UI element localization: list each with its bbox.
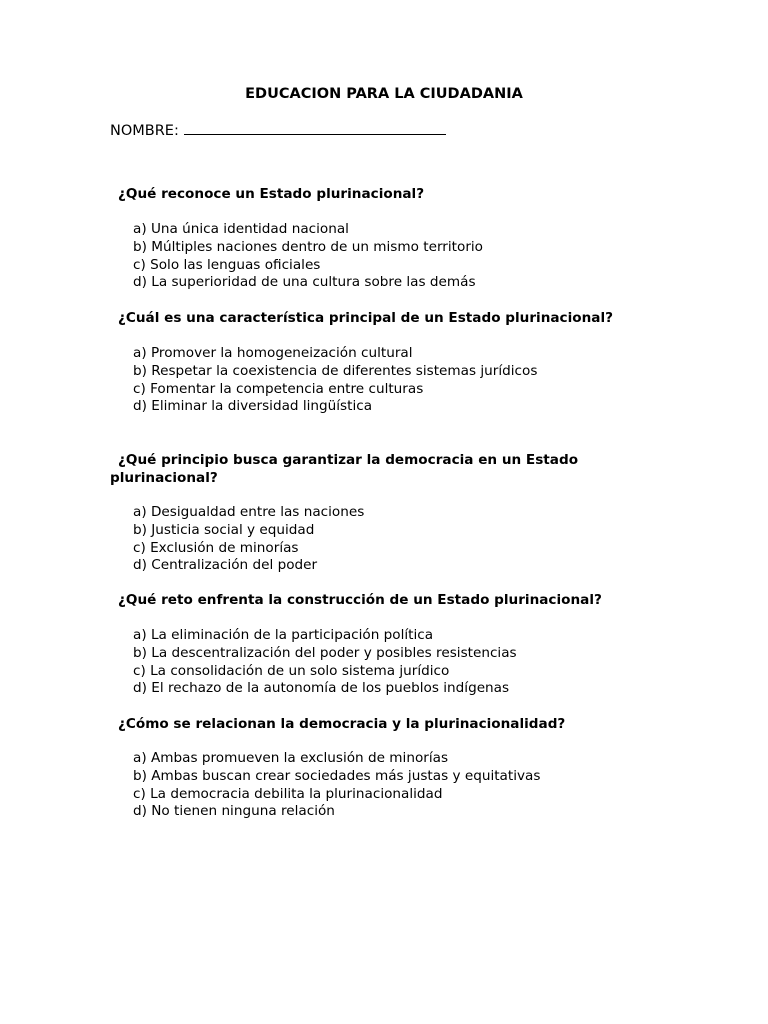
option-5d: d) No tienen ninguna relación: [133, 803, 335, 820]
option-3c: c) Exclusión de minorías: [133, 539, 299, 556]
question-3: ¿Qué principio busca garantizar la democracia en un Estado plurinacional?: [110, 452, 579, 486]
document-title: EDUCACION PARA LA CIUDADANIA: [245, 86, 523, 102]
option-5c: c) La democracia debilita la plurinacionalidad: [133, 785, 443, 802]
question-1: ¿Qué reconoce un Estado plurinacional?: [118, 186, 425, 202]
option-2d: d) Eliminar la diversidad lingüística: [133, 398, 373, 415]
option-5b: b) Ambas buscan crear sociedades más justas y equitativas: [133, 767, 541, 784]
option-4d: d) El rechazo de la autonomía de los pueblos indígenas: [133, 680, 510, 697]
option-1b: b) Múltiples naciones dentro de un mismo territorio: [133, 238, 483, 255]
question-5-options: [133, 750, 540, 821]
option-2a: a) Promover la homogeneización cultural: [133, 345, 413, 361]
option-1d: d) La superioridad de una cultura sobre las demás: [133, 274, 476, 291]
option-4b: b) La descentralización del poder y posibles resistencias: [133, 644, 517, 661]
option-4c: c) La consolidación de un solo sistema jurídico: [133, 662, 450, 679]
option-5a: a) Ambas promueven la exclusión de minorías: [133, 750, 449, 766]
question-5: ¿Cómo se relacionan la democracia y la plurinacionalidad?: [118, 716, 566, 732]
question-3-options: [133, 504, 364, 575]
option-1a: a) Una única identidad nacional: [133, 221, 349, 237]
question-4: ¿Qué reto enfrenta la construcción de un Estado plurinacional?: [118, 592, 602, 608]
option-3a: a) Desigualdad entre las naciones: [133, 504, 365, 520]
name-blank-line: [184, 119, 446, 135]
name-field-row: [110, 119, 446, 140]
option-4a: a) La eliminación de la participación política: [133, 627, 434, 643]
option-3b: b) Justicia social y equidad: [133, 521, 315, 538]
option-1c: c) Solo las lenguas oficiales: [133, 256, 321, 273]
question-2-options: [133, 345, 537, 416]
question-2: ¿Cuál es una característica principal de un Estado plurinacional?: [118, 310, 614, 326]
question-1-options: [133, 221, 483, 292]
option-2c: c) Fomentar la competencia entre culturas: [133, 380, 424, 397]
name-label: NOMBRE:: [110, 123, 179, 139]
option-3d: d) Centralización del poder: [133, 557, 318, 574]
question-4-options: [133, 627, 517, 698]
option-2b: b) Respetar la coexistencia de diferentes sistemas jurídicos: [133, 362, 538, 379]
